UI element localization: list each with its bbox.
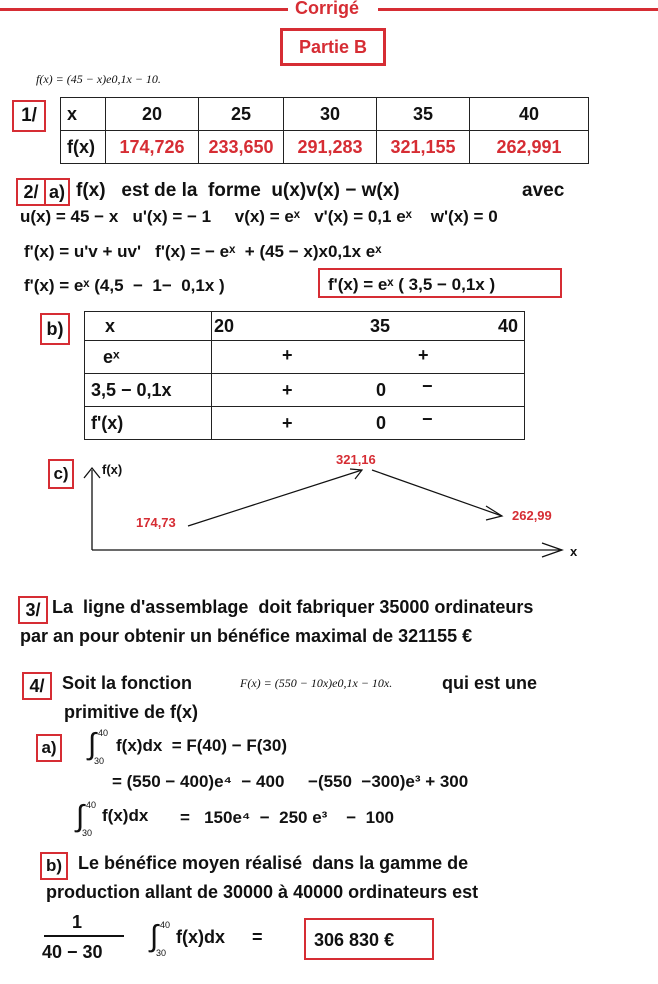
average-profit-result: 306 830 € bbox=[304, 918, 434, 960]
table-header-35: 35 bbox=[370, 316, 391, 336]
q3-label: 3/ bbox=[18, 596, 48, 624]
q4a-label: a) bbox=[36, 734, 62, 762]
fraction-denominator: 40 − 30 bbox=[42, 942, 103, 962]
q4-intro: Soit la fonction bbox=[62, 673, 192, 693]
table-cell: eˣ bbox=[85, 341, 212, 374]
header-rule-right bbox=[378, 8, 658, 11]
integral-upper: 40 bbox=[160, 920, 171, 930]
q4b-line1: Le bénéfice moyen réalisé dans la gamme de bbox=[78, 853, 469, 873]
table-cell: 25 bbox=[199, 98, 284, 131]
table-cell bbox=[212, 341, 525, 374]
q2b-label: b) bbox=[40, 313, 70, 345]
q4a-line2: = (550 − 400)e⁴ − 400 −(550 −300)e³ + 300 bbox=[112, 772, 469, 791]
table-row bbox=[85, 374, 525, 407]
decreasing-arrow bbox=[372, 470, 502, 516]
q4-intro-end: qui est une bbox=[442, 673, 538, 693]
table-cell: 40 bbox=[470, 98, 589, 131]
integral-sign: ∫ bbox=[150, 920, 159, 953]
sign-cell: + bbox=[282, 345, 293, 365]
integral-lower: 30 bbox=[94, 756, 105, 766]
table-cell: 262,991 bbox=[470, 131, 589, 164]
q4b-integrand: f(x)dx bbox=[176, 927, 225, 947]
table-row bbox=[61, 98, 589, 131]
q3-line2: par an pour obtenir un bénéfice maximal de 321155 € bbox=[20, 626, 473, 646]
q2-label: 2/ bbox=[16, 178, 46, 206]
end-value: 262,99 bbox=[512, 508, 552, 523]
q2-line3: f'(x) = u'v + uv' f'(x) = − eˣ + (45 − x)x0,1x eˣ bbox=[24, 242, 382, 261]
sign-cell: − bbox=[422, 376, 433, 396]
table-cell: f(x) bbox=[61, 131, 106, 164]
x-axis-label: x bbox=[570, 544, 578, 559]
table-cell bbox=[212, 312, 525, 341]
sign-cell: − bbox=[422, 409, 433, 429]
integral-lower: 30 bbox=[156, 948, 167, 958]
integral-upper: 40 bbox=[86, 800, 97, 810]
sign-cell: 0 bbox=[376, 380, 387, 400]
page-title: Corrigé bbox=[295, 0, 360, 18]
integral-sign: ∫ bbox=[88, 728, 97, 761]
table-cell: 3,5 − 0,1x bbox=[85, 374, 212, 407]
q2a-label: a) bbox=[44, 178, 70, 206]
table-header-40: 40 bbox=[498, 316, 519, 336]
q2-avec: avec bbox=[522, 180, 565, 201]
sign-cell: 0 bbox=[376, 413, 387, 433]
q2-line1: f(x) est de la forme u(x)v(x) − w(x) bbox=[76, 180, 400, 201]
integral-upper: 40 bbox=[98, 728, 109, 738]
integral-lower: 30 bbox=[82, 828, 93, 838]
table-row bbox=[85, 312, 525, 341]
table-row bbox=[61, 131, 589, 164]
peak-value: 321,16 bbox=[336, 452, 376, 467]
start-value: 174,73 bbox=[136, 515, 176, 530]
fraction-bar bbox=[44, 935, 124, 937]
header-rule-left bbox=[0, 8, 288, 11]
derivative-result: f'(x) = eˣ ( 3,5 − 0,1x ) bbox=[318, 268, 562, 298]
table-cell: x bbox=[61, 98, 106, 131]
table-header-20: 20 bbox=[214, 316, 235, 336]
q4-label: 4/ bbox=[22, 672, 52, 700]
q4a-line3: = 150e⁴ − 250 e³ − 100 bbox=[180, 808, 394, 827]
q4b-label: b) bbox=[40, 852, 68, 880]
q4a-line3-integrand: f(x)dx bbox=[102, 806, 149, 825]
table-row bbox=[85, 341, 525, 374]
q4b-equals: = bbox=[252, 927, 263, 947]
q4a-line1: f(x)dx = F(40) − F(30) bbox=[116, 736, 287, 755]
primitive-definition: F(x) = (550 − 10x)e0,1x − 10x. bbox=[240, 676, 393, 690]
table-cell: 30 bbox=[284, 98, 377, 131]
table-cell: 321,155 bbox=[377, 131, 470, 164]
table-cell: 20 bbox=[106, 98, 199, 131]
table-cell bbox=[85, 312, 212, 341]
integral-sign: ∫ bbox=[76, 800, 85, 833]
part-title: Partie B bbox=[280, 28, 386, 66]
q2-line2: u(x) = 45 − x u'(x) = − 1 v(x) = eˣ v'(x) = 0,1 eˣ w'(x) = 0 bbox=[20, 207, 498, 226]
table-cell: 174,726 bbox=[106, 131, 199, 164]
table-cell: 233,650 bbox=[199, 131, 284, 164]
table-row bbox=[85, 407, 525, 440]
sign-cell: + bbox=[282, 380, 293, 400]
sign-cell: + bbox=[282, 413, 293, 433]
q1-label: 1/ bbox=[12, 100, 46, 132]
q2c-label: c) bbox=[48, 459, 74, 489]
values-table bbox=[60, 97, 589, 164]
y-axis-label: f(x) bbox=[102, 462, 123, 477]
q4-intro2: primitive de f(x) bbox=[64, 702, 199, 722]
q4b-line2: production allant de 30000 à 40000 ordinateurs est bbox=[46, 882, 479, 902]
table-header-x: x bbox=[105, 315, 116, 336]
fraction-numerator: 1 bbox=[72, 912, 83, 932]
sign-table bbox=[84, 311, 525, 440]
function-definition: f(x) = (45 − x)e0,1x − 10. bbox=[36, 72, 161, 86]
increasing-arrow bbox=[188, 470, 362, 526]
table-cell: 291,283 bbox=[284, 131, 377, 164]
table-cell bbox=[212, 374, 525, 407]
variation-sketch bbox=[0, 440, 658, 580]
table-cell: 35 bbox=[377, 98, 470, 131]
q3-line1: La ligne d'assemblage doit fabriquer 35000 ordinateurs bbox=[52, 597, 534, 617]
table-cell: f'(x) bbox=[85, 407, 212, 440]
sign-cell: + bbox=[418, 345, 429, 365]
q2-line4: f'(x) = eˣ (4,5 − 1− 0,1x ) bbox=[24, 276, 225, 295]
table-cell bbox=[212, 407, 525, 440]
